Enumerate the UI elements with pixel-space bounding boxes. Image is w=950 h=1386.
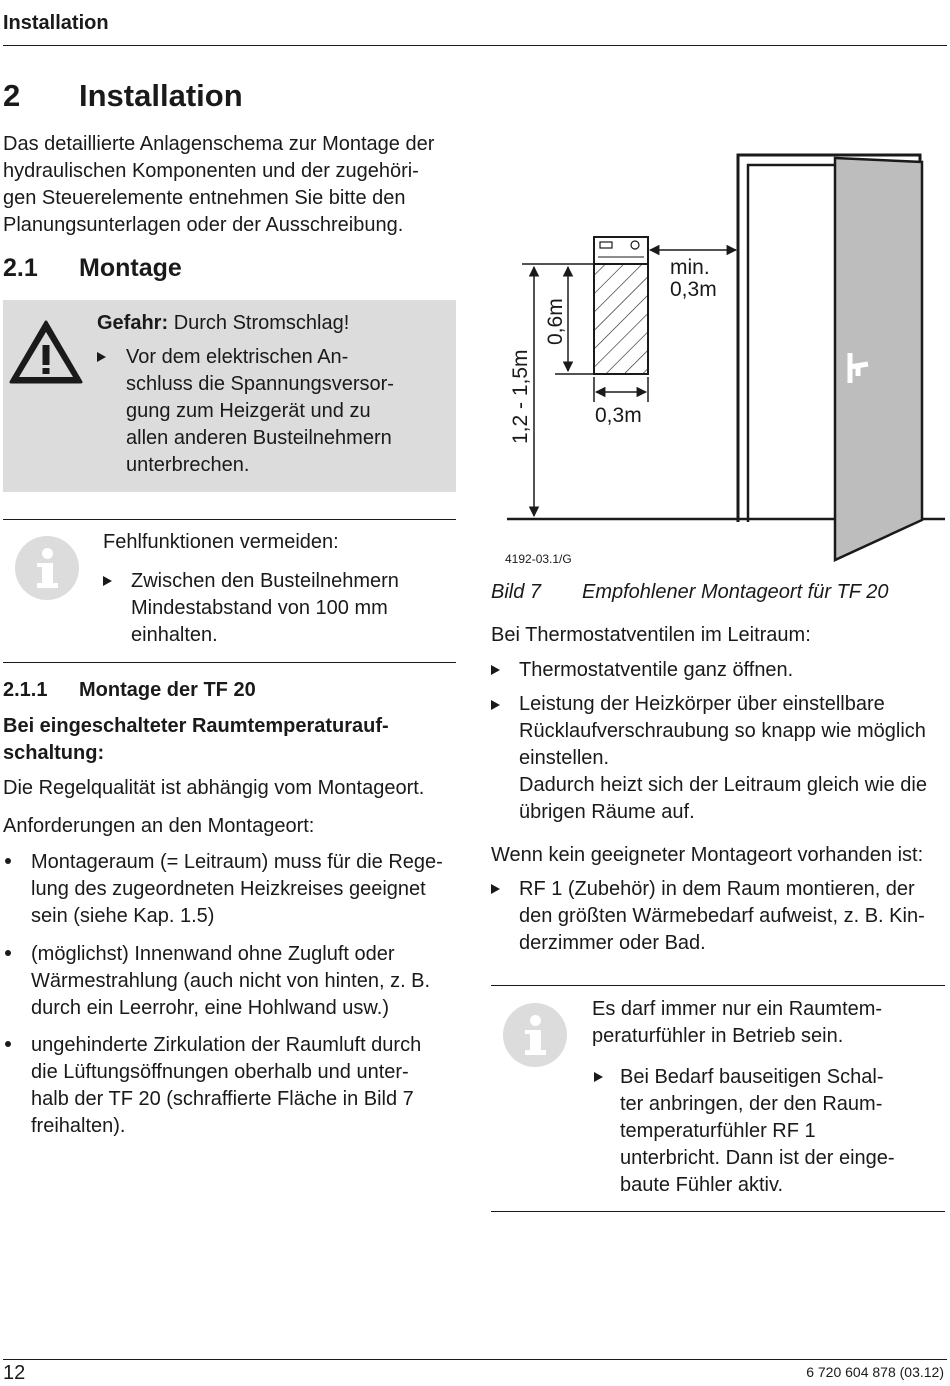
- note2-text: [592, 996, 882, 1050]
- clearance-area: [594, 264, 648, 374]
- requirement-line: durch ein Leerrohr, eine Hohlwand usw.): [31, 997, 389, 1019]
- warning-bullet: [126, 344, 394, 479]
- subsubsection-heading: [3, 679, 256, 702]
- no-location-intro: Wenn kein geeigneter Montageort vorhanden ist:: [491, 844, 924, 866]
- warning-label: Gefahr:: [97, 312, 169, 334]
- intro-line: hydraulischen Komponenten und der zugehöri-: [3, 160, 419, 182]
- subsubsection-title: Montage der TF 20: [79, 679, 256, 701]
- note-top-rule: [3, 519, 456, 520]
- intro-paragraph: [3, 131, 434, 239]
- no-location-line: RF 1 (Zubehör) in dem Raum montieren, der: [519, 878, 915, 900]
- note-bottom-rule: [3, 662, 456, 663]
- header-rule: [3, 45, 947, 46]
- footer-rule: [3, 1359, 947, 1360]
- requirement-item: [31, 941, 430, 1022]
- intro-line: Das detaillierte Anlagenschema zur Montage der: [3, 133, 435, 155]
- requirement-line: Wärmestrahlung (auch nicht von hinten, z. B.: [31, 970, 431, 992]
- figure-caption-text: Empfohlener Montageort für TF 20: [582, 581, 889, 603]
- subsection-heading: [3, 254, 182, 283]
- note-bullet-line: Zwischen den Busteilnehmern: [131, 570, 399, 592]
- thermostat-line: Dadurch heizt sich der Leitraum gleich wie die: [519, 774, 927, 796]
- arrow-bullet-icon: [97, 352, 106, 362]
- info-icon: [15, 536, 79, 600]
- note2-top-rule: [491, 985, 945, 986]
- note-bullet: [131, 568, 399, 649]
- warning-text: Durch Stromschlag!: [173, 312, 350, 334]
- tf20-sensor: [594, 237, 648, 264]
- doc-code: 6 720 604 878 (03.12): [806, 1364, 944, 1380]
- bullet-dot-icon: [5, 950, 11, 956]
- figure-caption: [491, 581, 888, 604]
- warning-bullet-line: unterbrechen.: [126, 454, 250, 476]
- requirement-line: halb der TF 20 (schraffierte Fläche in Bild 7: [31, 1088, 414, 1110]
- warning-bullet-line: Vor dem elektrischen An-: [126, 346, 349, 368]
- subsection-number: 2.1: [3, 254, 38, 282]
- note2-text-line: Es darf immer nur ein Raumtem-: [592, 998, 883, 1020]
- height-label: 1,2 - 1,5m: [509, 349, 532, 444]
- thermostat-bullet: [519, 691, 927, 826]
- mounting-location-figure: [490, 140, 947, 565]
- condition-heading: [3, 713, 389, 767]
- no-location-bullet: [519, 876, 925, 957]
- intro-line: Planungsunterlagen oder der Ausschreibung.: [3, 214, 404, 236]
- min-label-line2: 0,3m: [670, 278, 717, 301]
- warning-bullet-line: schluss die Spannungsversor-: [126, 373, 394, 395]
- thermostat-bullet: Thermostatventile ganz öffnen.: [519, 659, 794, 681]
- no-location-line: den größten Wärmebedarf aufweist, z. B. Kin-: [519, 905, 925, 927]
- requirement-line: Montageraum (= Leitraum) muss für die Rege-: [31, 851, 443, 873]
- subsubsection-number: 2.1.1: [3, 679, 48, 701]
- warning-triangle-icon: [8, 318, 84, 386]
- note2-text-line: peraturfühler in Betrieb sein.: [592, 1025, 844, 1047]
- clearance-label: 0,6m: [544, 298, 567, 345]
- no-location-line: derzimmer oder Bad.: [519, 932, 706, 954]
- requirement-line: freihalten).: [31, 1115, 126, 1137]
- note2-bullet-line: ter anbringen, der den Raum-: [620, 1093, 883, 1115]
- requirement-line: (möglichst) Innenwand ohne Zugluft oder: [31, 943, 395, 965]
- arrow-bullet-icon: [594, 1072, 603, 1082]
- warning-bullet-line: allen anderen Busteilnehmern: [126, 427, 392, 449]
- running-header: Installation: [3, 12, 109, 34]
- arrow-bullet-icon: [491, 665, 500, 675]
- section-title: Installation: [79, 78, 243, 113]
- subsection-title: Montage: [79, 254, 182, 282]
- thermostat-line: einstellen.: [519, 747, 610, 769]
- requirement-line: ungehinderte Zirkulation der Raumluft durch: [31, 1034, 422, 1056]
- note2-bullet: [620, 1064, 895, 1199]
- figure-code: 4192-03.1/G: [505, 552, 572, 566]
- note2-bullet-line: unterbricht. Dann ist der einge-: [620, 1147, 895, 1169]
- requirement-line: die Lüftungsöffnungen oberhalb und unter-: [31, 1061, 409, 1083]
- requirement-line: lung des zugeordneten Heizkreises geeignet: [31, 878, 426, 900]
- warning-bullet-line: gung zum Heizgerät und zu: [126, 400, 371, 422]
- condition-heading-line: Bei eingeschalteter Raumtemperaturauf-: [3, 715, 389, 737]
- requirement-item: [31, 1032, 421, 1140]
- section-heading: [3, 78, 243, 114]
- note2-bullet-line: Bei Bedarf bauseitigen Schal-: [620, 1066, 884, 1088]
- warning-title: [97, 310, 349, 337]
- arrow-bullet-icon: [491, 884, 500, 894]
- note2-bottom-rule: [491, 1211, 945, 1212]
- arrow-bullet-icon: [103, 576, 112, 586]
- condition-heading-line: schaltung:: [3, 742, 105, 764]
- note-bullet-line: Mindestabstand von 100 mm: [131, 597, 388, 619]
- page-number: 12: [3, 1362, 26, 1384]
- section-number: 2: [3, 78, 21, 113]
- bullet-dot-icon: [5, 858, 11, 864]
- note-bullet-line: einhalten.: [131, 624, 218, 646]
- thermostat-line: übrigen Räume auf.: [519, 801, 695, 823]
- arrow-bullet-icon: [491, 700, 500, 710]
- info-icon: [503, 1003, 567, 1067]
- thermostat-line: Rücklaufverschraubung so knapp wie möglich: [519, 720, 926, 742]
- figure-caption-number: Bild 7: [491, 581, 542, 603]
- requirement-line: sein (siehe Kap. 1.5): [31, 905, 215, 927]
- note2-bullet-line: baute Fühler aktiv.: [620, 1174, 784, 1196]
- thermostat-intro: Bei Thermostatventilen im Leitraum:: [491, 624, 811, 646]
- width-label: 0,3m: [595, 404, 642, 427]
- quality-text: Die Regelqualität ist abhängig vom Montageort.: [3, 777, 425, 799]
- note-title: Fehlfunktionen vermeiden:: [103, 531, 339, 553]
- requirements-intro: Anforderungen an den Montageort:: [3, 815, 315, 837]
- note2-bullet-line: temperaturfühler RF 1: [620, 1120, 816, 1142]
- requirement-item: [31, 849, 443, 930]
- min-label-line1: min.: [670, 256, 710, 279]
- intro-line: gen Steuerelemente entnehmen Sie bitte den: [3, 187, 406, 209]
- bullet-dot-icon: [5, 1041, 11, 1047]
- thermostat-line: Leistung der Heizkörper über einstellbare: [519, 693, 885, 715]
